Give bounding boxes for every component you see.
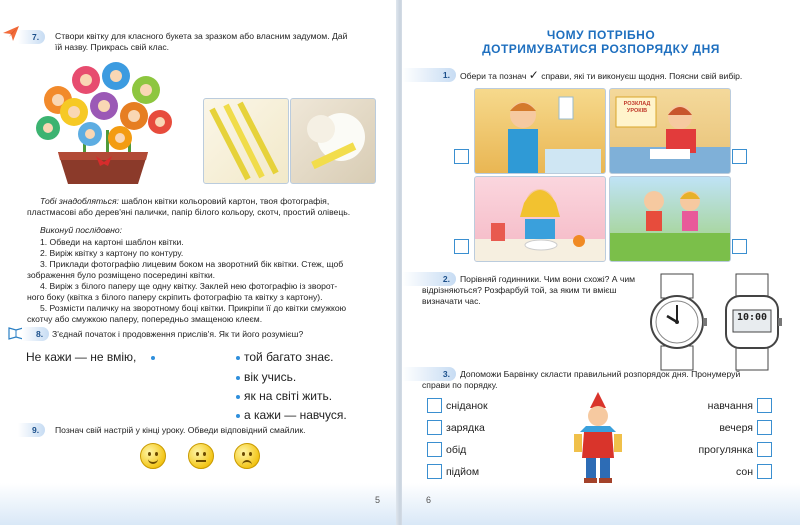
schedule-item-right: навчання [707,400,753,412]
step-line: 2. Виріж квітку з картону по контуру. [40,248,184,258]
step-line: 1. Обведи на картоні шаблон квітки. [40,237,184,247]
page-title-line2: ДОТРИМУВАТИСЯ РОЗПОРЯДКУ ДНЯ [482,42,720,56]
task7-text-line1: Створи квітку для класного букета за зразком або власним задумом. Дай [55,31,348,41]
neutral-smiley-icon[interactable] [188,443,214,469]
task1-checkbox-studying[interactable] [732,149,747,164]
task8-text: З'єднай початок і продовження прислів'я. Як ти його розумієш? [52,329,304,339]
task1-checkbox-walking[interactable] [732,239,747,254]
step-line: 3. Приклади фотографію лицевим боком на зворотний бік квітки. Стеж, щоб [40,259,344,269]
materials-label: Тобі знадобляться: [40,196,119,206]
schedule-checkbox-left[interactable] [427,442,442,457]
schedule-item-left: обід [446,444,467,456]
craft-photo-sticks [203,98,289,184]
girl-eating-icon [475,177,605,261]
task2-text-line3: визначати час. [422,296,481,306]
step-line: зображення було розміщено посередині квітки. [27,270,216,280]
page-number-right: 6 [426,495,432,505]
illustration-brushing-teeth [474,88,606,174]
sad-smiley-icon[interactable] [234,443,260,469]
left-page-footer [0,483,398,525]
task9-text: Познач свій настрій у кінці уроку. Обведи відповідний смайлик. [55,425,306,435]
task7-badge: 7. [18,30,45,44]
craft-photo-flower [290,98,376,184]
proverb-ending-dot[interactable] [236,376,240,380]
schedule-checkbox-right[interactable] [757,420,772,435]
step-line: скотчу або смужкою паперу, попередньо змащеною клеєм. [27,314,263,324]
schedule-item-right: вечеря [719,422,753,434]
task3-text-line2: справи по порядку. [422,380,498,390]
proverb-start: Не кажи — не вмію, [26,350,137,364]
materials-text: шаблон квітки кольоровий картон, твоя фотографія, [118,196,330,206]
steps-label: Виконуй послідовно: [40,225,123,235]
task1-badge [402,68,456,82]
proverb-start-dot[interactable] [151,356,155,360]
task1-text-after: справи, які ти виконуєш щодня. Поясни свій вибір. [541,71,743,81]
left-page [0,0,398,525]
schedule-item-left: підйом [446,466,480,478]
barvinok-character-illustration [572,392,624,484]
schedule-checkbox-left[interactable] [427,398,442,413]
proverb-ending: той багато знає. [244,350,334,364]
page-number-left: 5 [375,495,381,505]
paper-flower-icon [291,99,375,183]
task1-checkbox-eating[interactable] [454,239,469,254]
illustration-studying [609,88,731,174]
proverb-ending: а кажи — навчуся. [244,408,347,422]
kids-walking-icon [610,177,730,261]
analog-watch-icon [645,272,709,372]
task9-badge: 9. [18,423,45,437]
illustration-eating [474,176,606,262]
flower-bouquet-illustration [28,60,178,190]
step-line: 5. Розмісти паличку на зворотному боці квітки. Прикріпи її до квітки смужкою [40,303,347,313]
task3-number: 3. [442,369,450,379]
schedule-checkbox-left[interactable] [427,420,442,435]
materials-line1 [40,196,390,207]
sticks-icon [204,99,288,183]
schedule-checkbox-right[interactable] [757,442,772,457]
proverb-ending: як на світі жить. [244,389,333,403]
proverb-ending-dot[interactable] [236,414,240,418]
proverb-ending: вік учись. [244,370,297,384]
task2-number: 2. [442,274,450,284]
schedule-checkbox-right[interactable] [757,398,772,413]
right-page-footer [402,483,800,525]
materials-line2: пластмасові або дерев'яні палички, папір білого кольору, скотч, простий олівець. [27,207,351,217]
task1-number: 1. [442,70,450,80]
task2-text-line1: Порівняй годинники. Чим вони схожі? А чим [460,274,636,284]
right-page [402,0,800,525]
proverb-ending-dot[interactable] [236,395,240,399]
task2-badge [402,272,456,286]
schedule-item-left: зарядка [446,422,485,434]
check-mark-icon: ✓ [528,68,539,82]
schedule-checkbox-left[interactable] [427,464,442,479]
illustration-walking [609,176,731,262]
task1-text-before: Обери та познач [460,71,527,81]
step-line: 4. Виріж з білого паперу ще одну квітку. Заклей нею фотографію із зворот- [40,281,338,291]
proverb-ending-dot[interactable] [236,356,240,360]
task2-text-line2: відрізняються? Розфарбуй той, за яким ти вмієш [422,285,617,295]
task3-badge [402,367,456,381]
task3-text-line1: Допоможи Барвінку скласти правильний розпорядок дня. Пронумеруй [460,369,741,379]
step-line: ного боку (квітка з білого паперу скріпить фотографію та квітку з картону). [27,292,323,302]
task1-text [460,70,795,82]
poster-label: РОЗКЛАД УРОКІВ [623,101,651,114]
schedule-item-left: сніданок [446,400,488,412]
task7-text-line2: їй назву. Прикрась свій клас. [55,42,170,52]
task1-checkbox-brushing[interactable] [454,149,469,164]
page-title-line1: ЧОМУ ПОТРІБНО [546,28,656,42]
schedule-checkbox-right[interactable] [757,464,772,479]
digital-watch-time: 10:00 [736,312,768,323]
task8-badge: 8. [22,327,49,341]
boy-washing-icon [475,89,605,173]
happy-smiley-icon[interactable] [140,443,166,469]
schedule-item-right: прогулянка [698,444,753,456]
schedule-item-right: сон [735,466,753,478]
